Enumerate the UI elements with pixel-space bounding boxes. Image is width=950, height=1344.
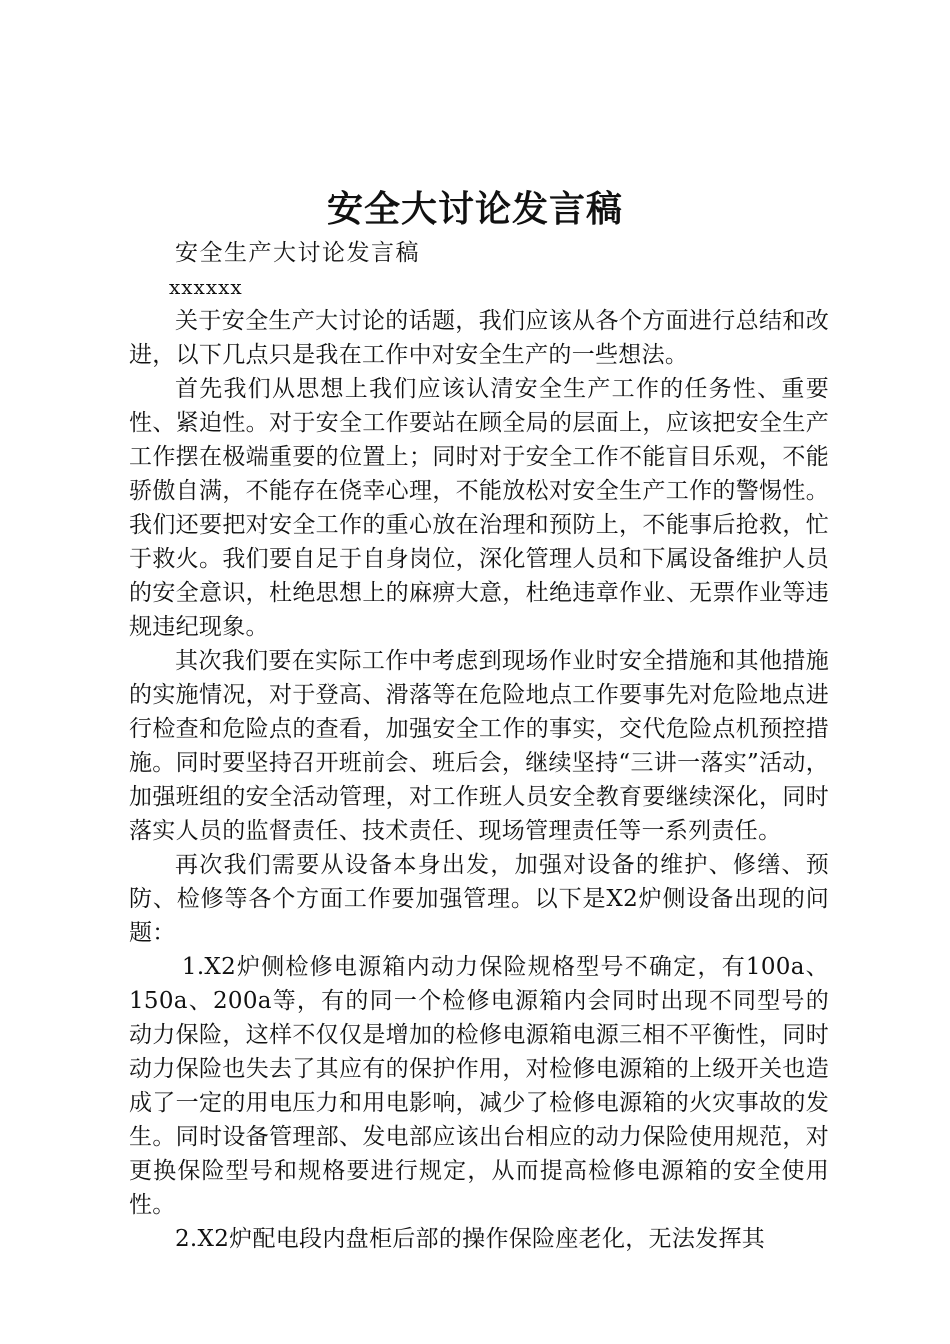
document-body (129, 236, 829, 1256)
document-title: 安全大讨论发言稿 (326, 188, 623, 230)
paragraph-intro: 关于安全生产大讨论的话题，我们应该从各个方面进行总结和改进，以下几点只是我在工作中对安全生产的一些想法。 (129, 308, 829, 368)
paragraph-third: 再次我们需要从设备本身出发，加强对设备的维护、修缮、预防、检修等各个方面工作要加强管理。以下是X2炉侧设备出现的问题： (129, 852, 829, 946)
document-subtitle: 安全生产大讨论发言稿 (175, 240, 420, 266)
list-item-2: 2.X2炉配电段内盘柜后部的操作保险座老化，无法发挥其 (175, 1226, 766, 1252)
list-item-1: 1.X2炉侧检修电源箱内动力保险规格型号不确定，有100a、150a、200a等，有的同一个检修电源箱内会同时出现不同型号的动力保险，这样不仅仅是增加的检修电源箱电源三相不平衡性，同时动力保险也失去了其应有的保护作用，对检修电源箱的上级开关也造成了一定的用电压力和用电影响，减少了检修电源箱的火灾事故的发生。同时设备管理部、发电部应该出台相应的动力保险使用规范，对更换保险型号和规格要进行规定，从而提高检修电源箱的安全使用性。 (129, 954, 829, 1218)
paragraph-first: 首先我们从思想上我们应该认清安全生产工作的任务性、重要性、紧迫性。对于安全工作要站在顾全局的层面上，应该把安全生产工作摆在极端重要的位置上；同时对于安全工作不能盲目乐观，不能骄傲自满，不能存在侥幸心理，不能放松对安全生产工作的警惕性。我们还要把对安全工作的重心放在治理和预防上，不能事后抢救，忙于救火。我们要自足于自身岗位，深化管理人员和下属设备维护人员的安全意识，杜绝思想上的麻痹大意，杜绝违章作业、无票作业等违规违纪现象。 (129, 376, 829, 640)
author-name: xxxxxx (169, 275, 243, 299)
paragraph-second: 其次我们要在实际工作中考虑到现场作业时安全措施和其他措施的实施情况，对于登高、滑落等在危险地点工作要事先对危险地点进行检查和危险点的查看，加强安全工作的事实，交代危险点机预控措施。同时要坚持召开班前会、班后会，继续坚持“三讲一落实”活动，加强班组的安全活动管理，对工作班人员安全教育要继续深化，同时落实人员的监督责任、技术责任、现场管理责任等一系列责任。 (129, 648, 829, 844)
